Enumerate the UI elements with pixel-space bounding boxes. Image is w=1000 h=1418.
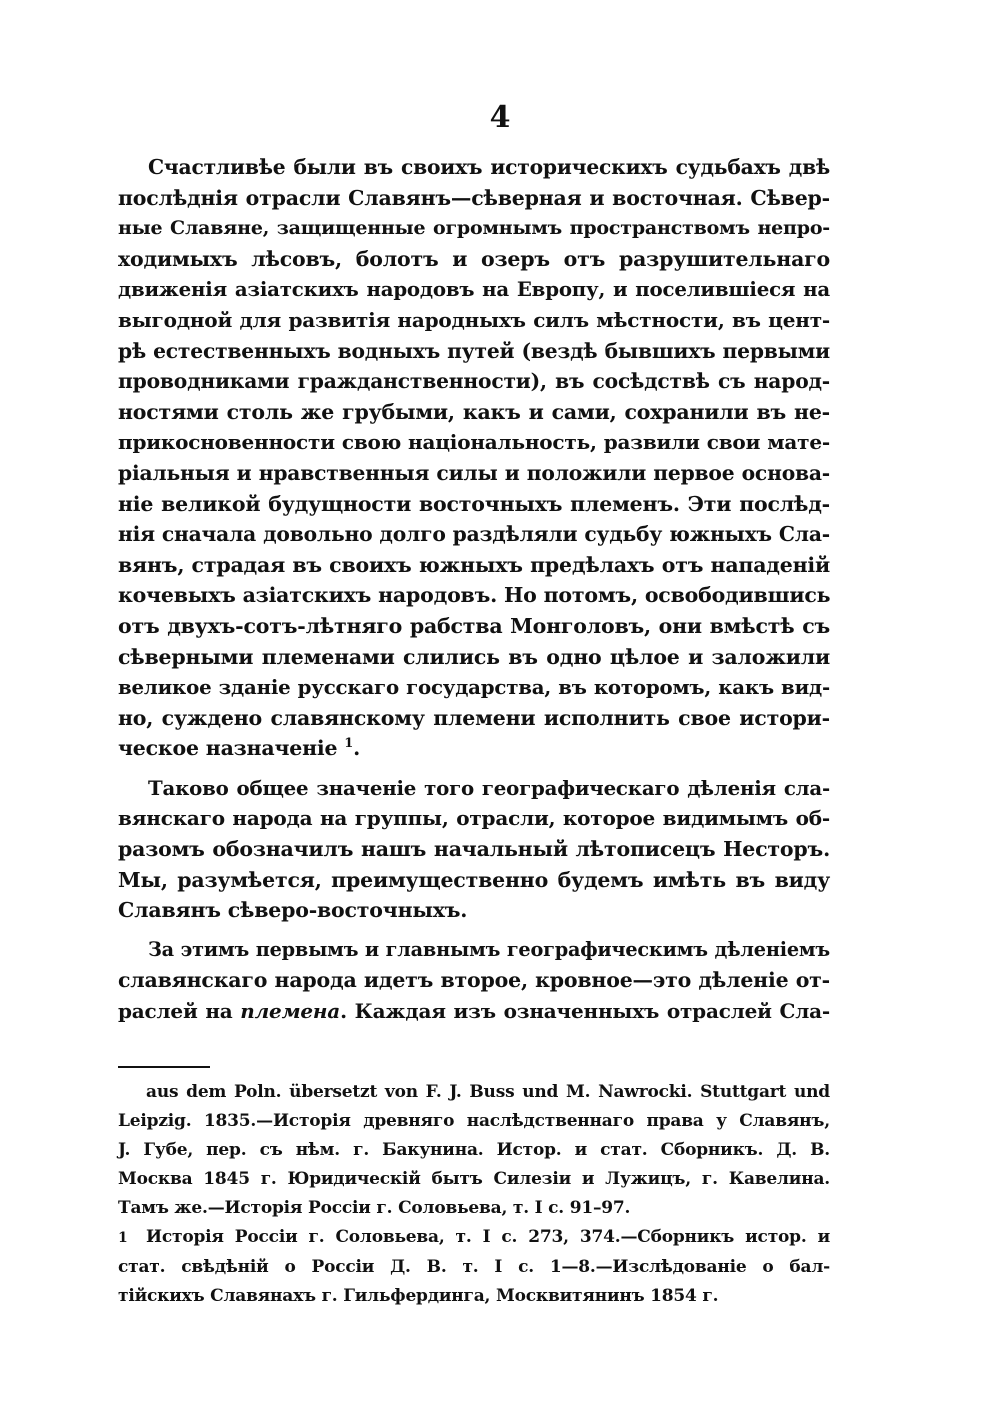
text-line: великое зданіе русскаго государства, въ которомъ, какъ вид- bbox=[118, 675, 830, 700]
text-line: Мы, разумѣется, преимущественно будемъ имѣть въ виду bbox=[118, 867, 830, 892]
text-line: ные Славяне, защищенные огромнымъ пространствомъ непро- bbox=[118, 217, 830, 240]
text-line: ріальныя и нравственныя силы и положили первое основа- bbox=[118, 460, 830, 485]
footnote-line: J. Губе, пер. съ нѣм. г. Бакунина. Истор. и стат. Сборникъ. Д. В. bbox=[118, 1140, 830, 1160]
page-number: 4 bbox=[489, 100, 511, 135]
text-line: За этимъ первымъ и главнымъ географическимъ дѣленіемъ bbox=[148, 937, 830, 961]
text-line: разомъ обозначилъ нашъ начальный лѣтописецъ Несторъ. bbox=[118, 837, 830, 862]
footnote-line: Leipzig. 1835.—Исторія древняго наслѣдственнаго права у Славянъ, bbox=[118, 1111, 830, 1131]
paragraph-1 bbox=[118, 152, 830, 764]
text-line: ческое назначеніе $^1$. bbox=[118, 736, 361, 761]
text-line: славянскаго народа идетъ второе, кровное—это дѣленіе от- bbox=[118, 968, 830, 993]
text-fragment: раслей на bbox=[118, 999, 233, 1024]
paragraph-2 bbox=[118, 773, 830, 926]
text-line: вянскаго народа на группы, отрасли, которое видимымъ об- bbox=[118, 806, 830, 831]
footnote-line: тійскихъ Славянахъ г. Гильфердинга, Москвитянинъ 1854 г. bbox=[118, 1286, 719, 1306]
text-line: сѣверными племенами слились въ одно цѣлое и заложили bbox=[118, 644, 830, 669]
text-line: ніе великой будущности восточныхъ племенъ. Эти послѣд- bbox=[118, 491, 830, 516]
text-line: прикосновенности свою національность, развили свои мате- bbox=[118, 430, 830, 455]
footnote-ref: 1 bbox=[344, 736, 354, 752]
text-line: послѣднія отрасли Славянъ—сѣверная и восточная. Сѣвер- bbox=[118, 185, 830, 210]
text-line: выгодной для развитія народныхъ силъ мѣстности, въ цент- bbox=[118, 307, 830, 332]
footnote-line: Тамъ же.—Исторія Россіи г. Соловьева, т. I с. 91–97. bbox=[118, 1198, 631, 1218]
text-fragment: Исторія Россіи г. Соловьева, т. I с. 273, 374.—Сборникъ истор. и bbox=[146, 1227, 830, 1247]
footnote-line: Москва 1845 г. Юридическій бытъ Силезіи и Лужицъ, г. Кавелина. bbox=[118, 1169, 830, 1189]
text-line: Счастливѣе были въ своихъ историческихъ судьбахъ двѣ bbox=[148, 155, 830, 179]
text-line: рѣ естественныхъ водныхъ путей (вездѣ бывшихъ первыми bbox=[118, 338, 830, 363]
footnote-divider bbox=[118, 1066, 210, 1068]
text-line: но, суждено славянскому племени исполнить свое истори- bbox=[118, 705, 830, 730]
main-text bbox=[118, 152, 830, 1027]
footnote-line: aus dem Poln. übersetzt von F. J. Buss und M. Nawrocki. Stuttgart und bbox=[146, 1082, 830, 1102]
text-line: отъ двухъ-сотъ-лѣтняго рабства Монголовъ, они вмѣстѣ съ bbox=[118, 613, 830, 638]
text-line: проводниками гражданственности), въ сосѣдствѣ съ народ- bbox=[118, 369, 830, 394]
paragraph-3 bbox=[118, 935, 830, 1027]
emphasis-text: племена bbox=[240, 999, 341, 1024]
footnotes bbox=[118, 1078, 830, 1311]
text-line: Таково общее значеніе того географическаго дѣленія сла- bbox=[148, 775, 830, 800]
text-fragment: ческое назначеніе bbox=[118, 736, 338, 761]
text-line: Славянъ сѣверо-восточныхъ. bbox=[118, 898, 468, 923]
text-line bbox=[118, 996, 830, 1027]
text-fragment: . Каждая изъ означенныхъ отраслей Сла- bbox=[340, 999, 830, 1024]
footnote-number: 1 bbox=[118, 1230, 128, 1246]
text-line: нія сначала довольно долго раздѣляли судьбу южныхъ Сла- bbox=[118, 522, 830, 547]
text-line: ходимыхъ лѣсовъ, болотъ и озеръ отъ разрушительнаго bbox=[118, 246, 830, 271]
text-line: кочевыхъ азіатскихъ народовъ. Но потомъ, освободившись bbox=[118, 583, 831, 608]
text-line: ностями столь же грубыми, какъ и сами, сохранили въ не- bbox=[118, 399, 830, 424]
footnote-line bbox=[118, 1223, 830, 1253]
footnote-line: стат. свѣдѣній о Россіи Д. В. т. I с. 1—8.—Изслѣдованіе о бал- bbox=[118, 1257, 830, 1277]
text-line: движенія азіатскихъ народовъ на Европу, и поселившіеся на bbox=[118, 277, 830, 302]
text-line: вянъ, страдая въ своихъ южныхъ предѣлахъ отъ нападеній bbox=[118, 552, 830, 577]
